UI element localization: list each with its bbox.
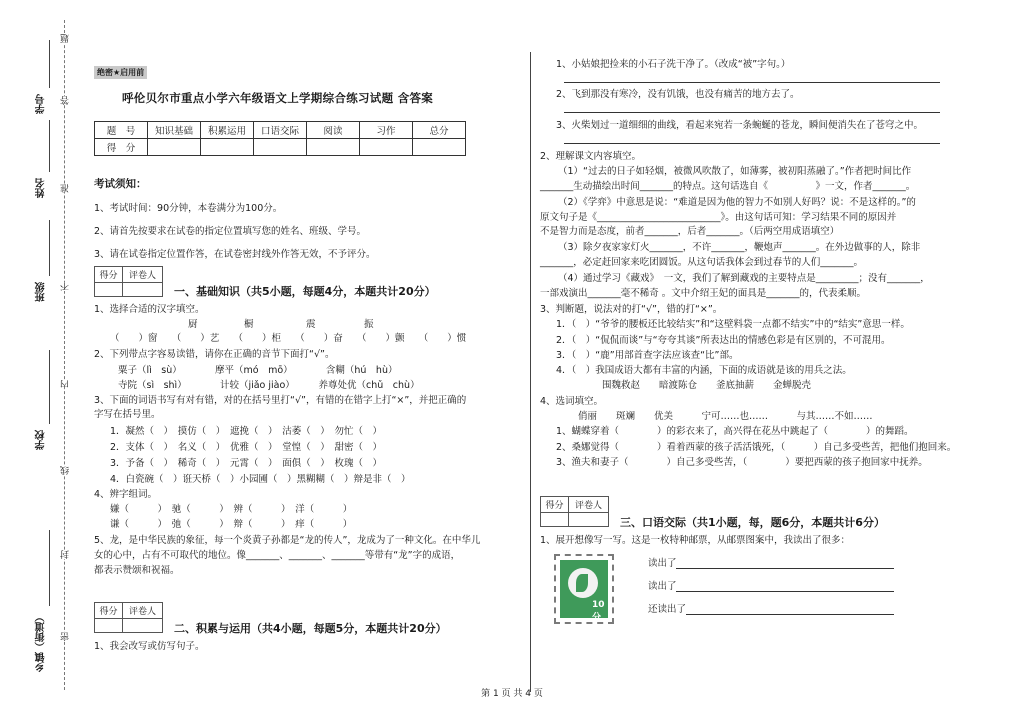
grader-reviewer-label: 评卷人 (569, 497, 609, 513)
question-text: 字写在括号里。 (94, 409, 161, 420)
q2-line: （1）“过去的日子如轻烟，被微风吹散了，如薄雾，被初阳蒸融了。”作者把时间比作 (558, 166, 912, 177)
fill-item: 1、蝴蝶穿着（ ）的彩衣来了，高兴得在花丛中跳起了（ ）的舞蹈。 (556, 426, 914, 437)
margin-cut-char: 不 (61, 282, 71, 291)
notice-heading: 考试须知： (94, 178, 147, 190)
grader-score-label: 得分 (541, 497, 569, 513)
answer-line[interactable] (564, 143, 940, 144)
stamp-image (554, 554, 614, 624)
margin-cut-char: 线 (61, 466, 71, 475)
q2-line: （4）通过学习《藏戏》 一文，我们了解到藏戏的主要特点是_________；没有_______， (558, 273, 930, 284)
column-divider (530, 52, 531, 692)
score-cell: 积累运用 (201, 122, 254, 139)
question-text: 女的心中，占有不可取代的地位。像_______、_______、_______等带有“龙”字的成语， (94, 550, 461, 561)
score-input-cell[interactable] (360, 139, 413, 156)
q2-line: 原文句子是《__________________________》。由这句话可知：学习结果不同的原因并 (540, 212, 897, 223)
question-text: 1、展开想像写一写。这是一枚特种邮票，从邮票图案中，我读出了很多： (540, 535, 851, 546)
q1-char: 橱 (244, 319, 254, 330)
margin-xiangzhen: 乡镇（街道） (36, 612, 47, 672)
q4-row: 嫌（ ） 驰（ ） 辨（ ） 洋（ ） (110, 504, 353, 515)
exam-title: 呼伦贝尔市重点小学六年级语文上学期综合练习试题 含答案 (122, 91, 434, 105)
margin-cut-char: 题 (61, 34, 71, 43)
secret-label: 绝密★启用前 (94, 66, 147, 79)
stamp-picture (560, 560, 608, 623)
q2-line: （3）除夕夜家家灯火_______，不许_______，鞭炮声_______。在外边做事的人，除非 (558, 242, 921, 253)
leaf-icon (576, 574, 588, 592)
grader-box (94, 266, 163, 297)
score-table-header-row (95, 122, 466, 139)
grader-box (94, 602, 163, 633)
fill-item: 2、桑娜觉得（ ）看着西蒙的孩子活活饿死，（ ）自己多受些苦，把他们抱回来。 (556, 442, 957, 453)
rewrite-item: 3、火柴划过一道细细的曲线，看起来宛若一条蜿蜒的苍龙，瞬间便消失在了苍穹之中。 (556, 120, 924, 131)
notice-item: 1、考试时间：90分钟，本卷满分为100分。 (94, 203, 283, 214)
score-input-cell[interactable] (148, 139, 201, 156)
binding-margin (0, 0, 80, 722)
margin-xiangzhen-line (49, 530, 50, 606)
margin-xingming: 姓名 (36, 178, 47, 198)
q4-row: 谦（ ） 弛（ ） 辩（ ） 痒（ ） (110, 519, 353, 530)
q3-row: 3．予备（ ） 稀奇（ ） 元霄（ ） 面俱（ ） 枚瑰（ ） (110, 458, 383, 469)
fill-item: 3、渔夫和妻子（ ）自己多受些苦，（ ）要把西蒙的孩子抱回家中抚养。 (556, 457, 928, 468)
question-text: 都表示赞颂和祝福。 (94, 565, 180, 576)
section2-heading: 二、积累与运用（共4小题，每题5分，本题共计20分） (174, 622, 447, 635)
score-cell: 阅读 (307, 122, 360, 139)
question-text: 3、下面的词语书写有对有错，对的在括号里打“√”，有错的在错字上打“×”，并把正确的 (94, 395, 467, 406)
margin-xuexiao-line (49, 350, 50, 424)
margin-xuehao: 学号 (36, 94, 47, 114)
q3-row: 1．凝然（ ） 摸仿（ ） 遮挽（ ） 沽萎（ ） 勿忙（ ） (110, 426, 383, 437)
margin-cut-char: 封 (61, 550, 71, 559)
grader-reviewer-label: 评卷人 (123, 603, 163, 619)
grader-score-cell[interactable] (95, 619, 123, 633)
grader-score-cell[interactable] (541, 513, 569, 527)
score-table-score-row (95, 139, 466, 156)
notice-item: 3、请在试卷指定位置作答，在试卷密封线外作答无效，不予评分。 (94, 249, 376, 260)
rewrite-item: 2、飞到那没有寒冷，没有饥饿，也没有痛苦的地方去了。 (556, 89, 800, 100)
q2-row: 寺院（sì shì） 计较（jiǎo jiào） 养尊处优（chǔ chù） (118, 380, 420, 391)
question-text: 2、下列带点字容易读错，请你在正确的音节下面打“√”。 (94, 349, 335, 360)
score-cell: 口语交际 (254, 122, 307, 139)
score-cell: 题 号 (95, 122, 148, 139)
question-text: 1、我会改写或仿写句子。 (94, 641, 205, 652)
answer-line[interactable] (564, 82, 940, 83)
judge-item: 4．（ ）我国成语大都有丰富的内涵，下面的成语就是该的用兵之法。 (556, 365, 852, 376)
score-input-cell[interactable] (307, 139, 360, 156)
page-footer: 第 1 页 共 4 页 (481, 689, 543, 699)
seal-dashed-line (64, 20, 65, 690)
section1-heading: 一、基础知识（共5小题，每题4分，本题共计20分） (174, 285, 436, 298)
answer-line[interactable] (686, 614, 894, 615)
answer-line[interactable] (676, 591, 894, 592)
margin-xuexiao: 学校 (36, 430, 47, 450)
word-bank: 俏丽 斑斓 优美 宁可……也…… 与其……不如…… (578, 411, 873, 422)
question-text: 2、理解课文内容填空。 (540, 151, 642, 162)
q3-row: 2．支体（ ） 名义（ ） 优雅（ ） 堂惶（ ） 甜密（ ） (110, 442, 383, 453)
margin-cut-char: 准 (61, 184, 71, 193)
score-input-cell[interactable] (201, 139, 254, 156)
q2-line: （2）《学弈》中意思是说：“难道是因为他的智力不如别人好吗？说：不是这样的。”的 (558, 197, 916, 208)
margin-banji-line (49, 220, 50, 276)
q3-row: 4．白瓷碗（ ）诳天桥（ ）小园圃（ ）黑糊糊（ ）辩是非（ ） (110, 474, 411, 485)
q2-line: _______生动描绘出时间_______的特点。这句话选自《 》一文，作者_______。 (540, 181, 916, 192)
grader-box (540, 496, 609, 527)
q2-line: _______，必定赶回家来吃团圆饭。从这句话我体会到过春节的人们_______。 (540, 257, 864, 268)
score-input-cell[interactable] (254, 139, 307, 156)
grader-reviewer-cell[interactable] (569, 513, 609, 527)
grader-score-cell[interactable] (95, 283, 123, 297)
stamp-value: 10分 (592, 600, 605, 623)
notice-item: 2、请首先按要求在试卷的指定位置填写您的姓名、班级、学号。 (94, 226, 367, 237)
question-text: 1、选择合适的汉字填空。 (94, 304, 205, 315)
margin-xingming-line (49, 120, 50, 172)
section3-heading: 三、口语交际（共1小题，每，题6分，本题共计6分） (620, 516, 885, 529)
q1-char: 厨 (188, 319, 198, 330)
answer-line[interactable] (676, 568, 894, 569)
margin-cut-char: 内 (61, 380, 71, 389)
margin-xuehao-line (49, 40, 50, 88)
grader-score-label: 得分 (95, 267, 123, 283)
grader-score-label: 得分 (95, 603, 123, 619)
score-cell: 习作 (360, 122, 413, 139)
judge-item: 2．（ ）“侃侃而谈”与“夸夸其谈”所表达出的情感色彩是有区别的，不可混用。 (556, 335, 891, 346)
q1-blanks: （ ）窗 （ ）艺 （ ）柜 （ ）奋 （ ）颤 （ ）惯 (110, 333, 467, 344)
score-cell: 知识基础 (148, 122, 201, 139)
readout-label: 还读出了 (648, 604, 687, 615)
grader-reviewer-cell[interactable] (123, 619, 163, 633)
score-input-cell[interactable] (413, 139, 466, 156)
readout-label: 读出了 (648, 581, 677, 592)
judge-idioms: 围魏救赵 暗渡陈仓 釜底抽薪 金蝉脱壳 (602, 380, 812, 391)
question-text: 4、选词填空。 (540, 396, 604, 407)
margin-banji: 班级 (36, 282, 47, 302)
margin-cut-char: 密 (61, 632, 71, 641)
question-text: 4、辨字组词。 (94, 489, 158, 500)
judge-item: 3．（ ）“鹿”用部首查字法应该查“比”部。 (556, 350, 739, 361)
q2-row: 粟子（lì sù） 摩平（mó mō） 含糊（hú hù） (118, 365, 398, 376)
question-text: 3、判断题，说法对的打“√”，错的打“×”。 (540, 304, 723, 315)
question-text: 5、龙，是中华民族的象征，每一个炎黄子孙都是“龙的传人”，龙成为了一种文化。在中华儿 (94, 535, 481, 546)
grader-reviewer-cell[interactable] (123, 283, 163, 297)
grader-reviewer-label: 评卷人 (123, 267, 163, 283)
judge-item: 1．（ ）“爷爷的腰板还比较结实”和“这壁料袋一点都不结实”中的“结实”意思一样。 (556, 319, 910, 330)
score-table (94, 121, 466, 156)
margin-cut-char: 答 (61, 96, 71, 105)
q2-line: 不是智力而是态度，前者_______，后者_______。（后两空用成语填空） (540, 226, 840, 237)
rewrite-item: 1、小姑娘把捡来的小石子洗干净了。（改成“被”字句。） (556, 59, 791, 70)
score-cell: 总分 (413, 122, 466, 139)
answer-line[interactable] (564, 112, 940, 113)
q1-char: 振 (364, 319, 374, 330)
q2-line: 一部戏演出_______毫不稀奇 。文中介绍王妃的面具是_______的，代表柔顺。 (540, 288, 867, 299)
q1-char: 震 (306, 319, 316, 330)
score-row-label: 得 分 (95, 139, 148, 156)
readout-label: 读出了 (648, 558, 677, 569)
